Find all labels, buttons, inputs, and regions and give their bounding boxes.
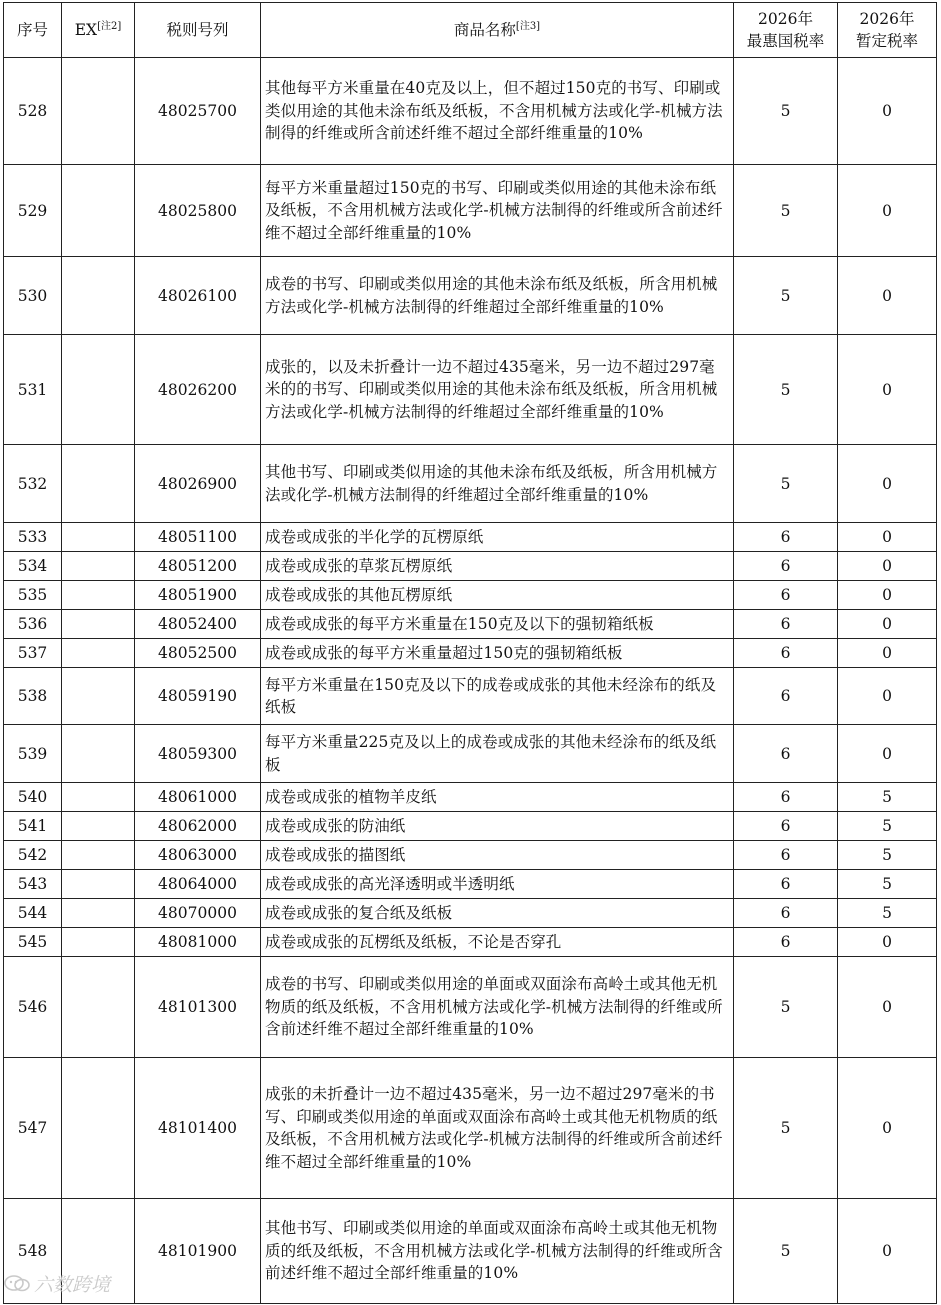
row-provisional-rate: 0 <box>838 928 937 957</box>
row-ex <box>62 581 135 610</box>
row-seq: 538 <box>4 668 62 725</box>
row-mfn-rate: 6 <box>734 581 838 610</box>
table-row <box>4 335 937 445</box>
row-code: 48051900 <box>135 581 261 610</box>
table-row <box>4 257 937 335</box>
row-code: 48051200 <box>135 552 261 581</box>
row-seq: 531 <box>4 335 62 445</box>
row-provisional-rate: 5 <box>838 870 937 899</box>
table-row <box>4 523 937 552</box>
row-ex <box>62 257 135 335</box>
table-row <box>4 899 937 928</box>
row-seq: 529 <box>4 165 62 257</box>
row-seq: 533 <box>4 523 62 552</box>
row-ex <box>62 445 135 523</box>
row-mfn-rate: 6 <box>734 870 838 899</box>
row-seq: 548 <box>4 1199 62 1304</box>
row-mfn-rate: 5 <box>734 957 838 1058</box>
table-row <box>4 812 937 841</box>
row-name: 每平方米重量225克及以上的成卷或成张的其他未经涂布的纸及纸板 <box>261 725 734 783</box>
row-code: 48052400 <box>135 610 261 639</box>
row-mfn-rate: 6 <box>734 668 838 725</box>
row-ex <box>62 841 135 870</box>
row-mfn-rate: 5 <box>734 445 838 523</box>
row-mfn-rate: 6 <box>734 841 838 870</box>
table-row <box>4 783 937 812</box>
row-ex <box>62 870 135 899</box>
row-name: 成卷或成张的半化学的瓦楞原纸 <box>261 523 734 552</box>
row-name: 成卷的书写、印刷或类似用途的单面或双面涂布高岭土或其他无机物质的纸及纸板，不含用机械方法或化学-机械方法制得的纤维或所含前述纤维不超过全部纤维重量的10% <box>261 957 734 1058</box>
row-name: 其他书写、印刷或类似用途的单面或双面涂布高岭土或其他无机物质的纸及纸板，不含用机械方法或化学-机械方法制得的纤维或所含前述纤维不超过全部纤维重量的10% <box>261 1199 734 1304</box>
table-row <box>4 58 937 165</box>
tariff-table <box>3 2 937 1304</box>
row-seq: 539 <box>4 725 62 783</box>
row-code: 48064000 <box>135 870 261 899</box>
row-ex <box>62 1058 135 1199</box>
row-ex <box>62 668 135 725</box>
row-code: 48059190 <box>135 668 261 725</box>
row-code: 48025800 <box>135 165 261 257</box>
row-code: 48059300 <box>135 725 261 783</box>
row-name: 成卷或成张的描图纸 <box>261 841 734 870</box>
row-provisional-rate: 5 <box>838 841 937 870</box>
row-code: 48101300 <box>135 957 261 1058</box>
row-mfn-rate: 6 <box>734 523 838 552</box>
row-ex <box>62 523 135 552</box>
row-code: 48026900 <box>135 445 261 523</box>
row-provisional-rate: 5 <box>838 812 937 841</box>
row-mfn-rate: 5 <box>734 165 838 257</box>
row-mfn-rate: 6 <box>734 610 838 639</box>
row-mfn-rate: 5 <box>734 257 838 335</box>
row-code: 48025700 <box>135 58 261 165</box>
watermark <box>4 1270 110 1297</box>
row-ex <box>62 899 135 928</box>
row-provisional-rate: 0 <box>838 639 937 668</box>
row-ex <box>62 552 135 581</box>
row-mfn-rate: 6 <box>734 552 838 581</box>
row-provisional-rate: 0 <box>838 165 937 257</box>
row-seq: 542 <box>4 841 62 870</box>
row-seq: 532 <box>4 445 62 523</box>
row-ex <box>62 928 135 957</box>
header-provisional-rate: 2026年 暂定税率 <box>838 3 937 58</box>
table-row <box>4 639 937 668</box>
table-row <box>4 668 937 725</box>
row-mfn-rate: 6 <box>734 812 838 841</box>
row-mfn-rate: 5 <box>734 58 838 165</box>
header-name-note: [注3] <box>515 20 541 32</box>
row-name: 每平方米重量在150克及以下的成卷或成张的其他未经涂布的纸及纸板 <box>261 668 734 725</box>
row-name: 成卷或成张的草浆瓦楞原纸 <box>261 552 734 581</box>
row-provisional-rate: 0 <box>838 1199 937 1304</box>
row-code: 48026200 <box>135 335 261 445</box>
row-name: 成卷的书写、印刷或类似用途的其他未涂布纸及纸板，所含用机械方法或化学-机械方法制得的纤维超过全部纤维重量的10% <box>261 257 734 335</box>
row-code: 48052500 <box>135 639 261 668</box>
row-seq: 540 <box>4 783 62 812</box>
row-name: 成卷或成张的每平方米重量在150克及以下的强韧箱纸板 <box>261 610 734 639</box>
table-row <box>4 928 937 957</box>
row-code: 48051100 <box>135 523 261 552</box>
table-row <box>4 445 937 523</box>
table-row <box>4 870 937 899</box>
row-code: 48070000 <box>135 899 261 928</box>
row-ex <box>62 165 135 257</box>
row-seq: 546 <box>4 957 62 1058</box>
row-mfn-rate: 5 <box>734 1199 838 1304</box>
table-row <box>4 581 937 610</box>
row-name: 成张的，以及未折叠计一边不超过435毫米，另一边不超过297毫米的的书写、印刷或类似用途的其他未涂布纸及纸板，所含用机械方法或化学-机械方法制得的纤维超过全部纤维重量的10% <box>261 335 734 445</box>
header-seq: 序号 <box>4 3 62 58</box>
row-mfn-rate: 6 <box>734 639 838 668</box>
row-ex <box>62 725 135 783</box>
row-ex <box>62 639 135 668</box>
row-name: 成卷或成张的复合纸及纸板 <box>261 899 734 928</box>
row-seq: 537 <box>4 639 62 668</box>
row-seq: 534 <box>4 552 62 581</box>
header-ex: EX[注2] <box>62 3 135 58</box>
table-row <box>4 552 937 581</box>
row-name: 其他每平方米重量在40克及以上，但不超过150克的书写、印刷或类似用途的其他未涂布纸及纸板，不含用机械方法或化学-机械方法制得的纤维或所含前述纤维不超过全部纤维重量的10% <box>261 58 734 165</box>
row-provisional-rate: 0 <box>838 957 937 1058</box>
row-provisional-rate: 0 <box>838 1058 937 1199</box>
row-provisional-rate: 0 <box>838 257 937 335</box>
row-code: 48101900 <box>135 1199 261 1304</box>
table-row <box>4 725 937 783</box>
header-name: 商品名称[注3] <box>261 3 734 58</box>
table-row <box>4 1199 937 1304</box>
row-provisional-rate: 0 <box>838 58 937 165</box>
row-ex <box>62 783 135 812</box>
row-provisional-rate: 0 <box>838 552 937 581</box>
row-seq: 541 <box>4 812 62 841</box>
row-provisional-rate: 5 <box>838 899 937 928</box>
row-code: 48063000 <box>135 841 261 870</box>
table-row <box>4 610 937 639</box>
row-name: 成卷或成张的瓦楞纸及纸板，不论是否穿孔 <box>261 928 734 957</box>
row-ex <box>62 957 135 1058</box>
row-name: 其他书写、印刷或类似用途的其他未涂布纸及纸板，所含用机械方法或化学-机械方法制得的纤维超过全部纤维重量的10% <box>261 445 734 523</box>
row-mfn-rate: 6 <box>734 725 838 783</box>
row-provisional-rate: 0 <box>838 335 937 445</box>
table-row <box>4 165 937 257</box>
row-code: 48062000 <box>135 812 261 841</box>
row-seq: 536 <box>4 610 62 639</box>
row-provisional-rate: 5 <box>838 783 937 812</box>
row-mfn-rate: 5 <box>734 1058 838 1199</box>
header-code: 税则号列 <box>135 3 261 58</box>
row-ex <box>62 812 135 841</box>
table-row <box>4 1058 937 1199</box>
row-mfn-rate: 5 <box>734 335 838 445</box>
watermark-text: 六数跨境 <box>34 1274 111 1296</box>
row-seq: 547 <box>4 1058 62 1199</box>
row-code: 48061000 <box>135 783 261 812</box>
table-row <box>4 841 937 870</box>
row-ex <box>62 610 135 639</box>
row-name: 成卷或成张的每平方米重量超过150克的强韧箱纸板 <box>261 639 734 668</box>
row-provisional-rate: 0 <box>838 523 937 552</box>
table-row <box>4 957 937 1058</box>
row-code: 48026100 <box>135 257 261 335</box>
chat-bubble-icon <box>4 1274 30 1294</box>
row-name: 成卷或成张的防油纸 <box>261 812 734 841</box>
row-provisional-rate: 0 <box>838 581 937 610</box>
row-name: 成张的未折叠计一边不超过435毫米，另一边不超过297毫米的书写、印刷或类似用途的单面或双面涂布高岭土或其他无机物质的纸及纸板，不含用机械方法或化学-机械方法制得的纤维或所含前述纤维不超过全部纤维重量的10% <box>261 1058 734 1199</box>
row-provisional-rate: 0 <box>838 668 937 725</box>
row-name: 成卷或成张的高光泽透明或半透明纸 <box>261 870 734 899</box>
header-ex-note: [注2] <box>97 20 122 32</box>
row-seq: 543 <box>4 870 62 899</box>
row-provisional-rate: 0 <box>838 610 937 639</box>
row-seq: 530 <box>4 257 62 335</box>
row-seq: 545 <box>4 928 62 957</box>
row-seq: 535 <box>4 581 62 610</box>
header-mfn-rate: 2026年 最惠国税率 <box>734 3 838 58</box>
row-name: 成卷或成张的其他瓦楞原纸 <box>261 581 734 610</box>
row-mfn-rate: 6 <box>734 899 838 928</box>
row-ex <box>62 335 135 445</box>
row-name: 成卷或成张的植物羊皮纸 <box>261 783 734 812</box>
row-name: 每平方米重量超过150克的书写、印刷或类似用途的其他未涂布纸及纸板，不含用机械方法或化学-机械方法制得的纤维或所含前述纤维不超过全部纤维重量的10% <box>261 165 734 257</box>
row-seq: 544 <box>4 899 62 928</box>
row-mfn-rate: 6 <box>734 928 838 957</box>
row-code: 48101400 <box>135 1058 261 1199</box>
row-provisional-rate: 0 <box>838 725 937 783</box>
row-mfn-rate: 6 <box>734 783 838 812</box>
row-code: 48081000 <box>135 928 261 957</box>
header-row <box>4 3 937 58</box>
row-seq: 528 <box>4 58 62 165</box>
row-provisional-rate: 0 <box>838 445 937 523</box>
row-ex <box>62 58 135 165</box>
